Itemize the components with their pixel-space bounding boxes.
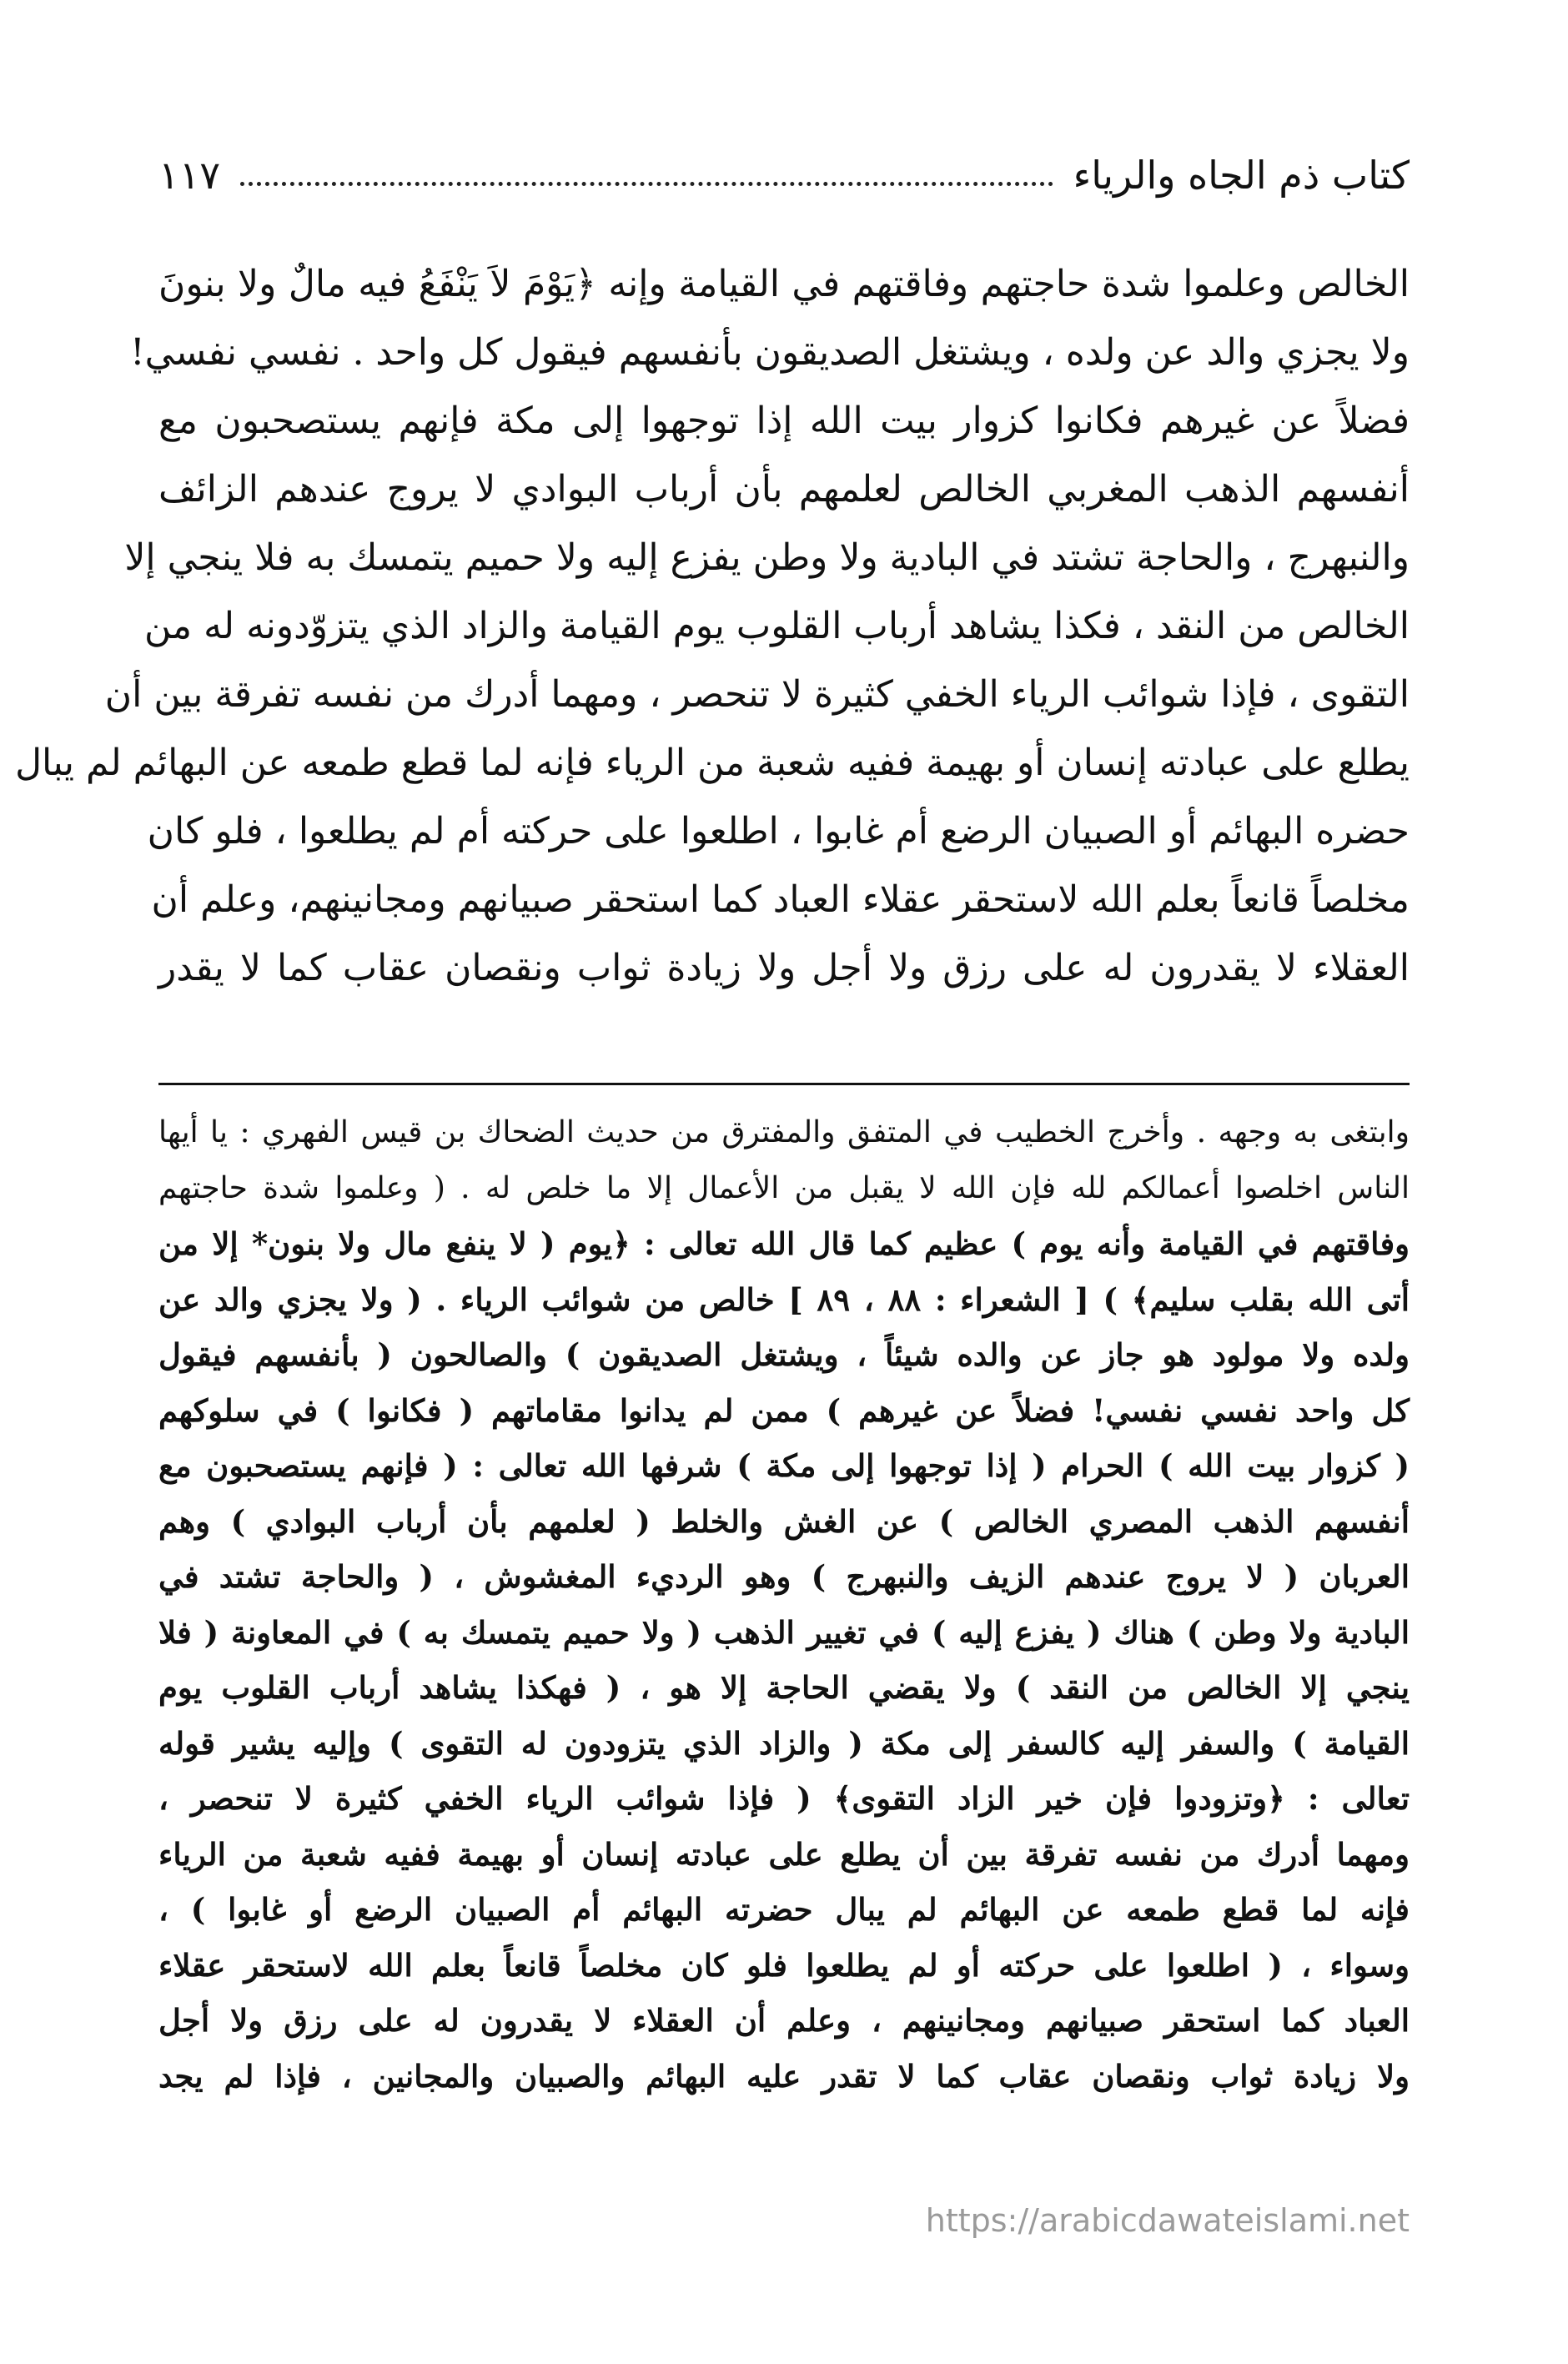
text-line: العقلاء لا يقدرون له على رزق ولا أجل ولا زيادة ثواب ونقصان عقاب كما لا يقدر [158,947,1410,989]
text-line: مخلصاً قانعاً بعلم الله لاستحقر عقلاء العباد كما استحقر صبيانهم ومجانينهم، وعلم أن [151,878,1410,921]
footnote-line: فإنه لما قطع طمعه عن البهائم لم يبال حضرته البهائم أم الصبيان الرضع أو غابوا ) ، [158,1891,1410,1928]
text-line: أنفسهم الذهب المغربي الخالص لعلمهم بأن أرباب البوادي لا يروج عندهم الزائف [158,468,1410,511]
footnote-line: ومهما أدرك من نفسه تفرقة بين أن يطلع على عبادته إنسان أو بهيمة ففيه شعبة من الرياء [158,1835,1410,1873]
text-line: الخالص من النقد ، فكذا يشاهد أرباب القلوب يوم القيامة والزاد الذي يتزوّدونه له من [144,605,1410,647]
chapter-title: كتاب ذم الجاه والرياء [1073,153,1410,198]
footnote-line: القيامة ) والسفر إليه كالسفر إلى مكة ( والزاد الذي يتزودون له التقوى ) وإليه يشير قوله [158,1724,1410,1762]
text-line: الخالص وعلموا شدة حاجتهم وفاقتهم في القيامة وإنه ﴿يَوْمَ لاَ يَنْفَعُ فيه مالٌ ولا بنونَ [158,263,1410,305]
footnote-line: ( كزوار بيت الله ) الحرام ( إذا توجهوا إلى مكة ) شرفها الله تعالى : ( فإنهم يستصحبون مع [158,1447,1410,1484]
text-line: والنبهرج ، والحاجة تشتد في البادية ولا وطن يفزع إليه ولا حميم يتمسك به فلا ينجي إلا [124,536,1410,579]
footnote-line: أنفسهم الذهب المصري الخالص ) عن الغش والخلط ( لعلمهم بأن أرباب البوادي ) وهم [158,1502,1410,1540]
footnote-line: وسواء ، ( اطلعوا على حركته أو لم يطلعوا فلو كان مخلصاً قانعاً بعلم الله لاستحقر عقلاء [158,1946,1410,1984]
footnote-line: الناس اخلصوا أعمالكم لله فإن الله لا يقبل من الأعمال إلا ما خلص له . ( وعلموا شدة حاجتهم [158,1170,1410,1205]
footnote-line: العباد كما استحقر صبيانهم ومجانينهم ، وعلم أن العقلاء لا يقدرون له على رزق ولا أجل [158,2002,1410,2039]
source-watermark: https://arabicdawateislami.net [925,2202,1410,2239]
footnote-line: ينجي إلا الخالص من النقد ) ولا يقضي الحاجة إلا هو ، ( فهكذا يشاهد أرباب القلوب يوم [158,1669,1410,1706]
footnote-line: وفاقتهم في القيامة وأنه يوم ) عظيم كما قال الله تعالى : ﴿يوم ( لا ينفع مال ولا بنون* إلا من [158,1225,1410,1262]
main-text-body [15,250,1410,1003]
text-line: ولا يجزي والد عن ولده ، ويشتغل الصديقون بأنفسهم فيقول كل واحد . نفسي نفسي! [129,331,1410,374]
footnote-separator [158,1083,1410,1085]
footnote-line: كل واحد نفسي نفسي! فضلاً عن غيرهم ) ممن لم يدانوا مقاماتهم ( فكانوا ) في سلوكهم [158,1391,1410,1429]
page-number: ١١٧ [158,153,221,198]
footnotes-block [158,1105,1410,2104]
running-header [158,142,1410,209]
dotted-leader [240,182,1053,186]
footnote-line: العربان ( لا يروج عندهم الزيف والنبهرج ) وهو الرديء المغشوش ، ( والحاجة تشتد في [158,1558,1410,1595]
footnote-line: ولده ولا مولود هو جاز عن والده شيئاً ، ويشتغل الصديقون ) والصالحون ( بأنفسهم فيقول [158,1336,1410,1373]
text-line: فضلاً عن غيرهم فكانوا كزوار بيت الله إذا توجهوا إلى مكة فإنهم يستصحبون مع [158,400,1410,442]
footnote-line: وابتغى به وجهه . وأخرج الخطيب في المتفق والمفترق من حديث الضحاك بن قيس الفهري : يا أيها [158,1115,1410,1149]
footnote-line: أتى الله بقلب سليم﴾ ) [ الشعراء : ٨٨ ، ٨٩ ] خالص من شوائب الرياء . ( ولا يجزي والد عن [158,1280,1410,1318]
text-line: التقوى ، فإذا شوائب الرياء الخفي كثيرة لا تنحصر ، ومهما أدرك من نفسه تفرقة بين أن [104,673,1410,716]
text-line: يطلع على عبادته إنسان أو بهيمة ففيه شعبة من الرياء فإنه لما قطع طمعه عن البهائم لم يبال [15,742,1410,784]
footnote-line: ولا زيادة ثواب ونقصان عقاب كما لا تقدر عليه البهائم والصبيان والمجانين ، فإذا لم يجد [158,2057,1410,2095]
text-line: حضره البهائم أو الصبيان الرضع أم غابوا ، اطلعوا على حركته أم لم يطلعوا ، فلو كان [147,810,1410,853]
footnote-line: البادية ولا وطن ) هناك ( يفزع إليه ) في تغيير الذهب ( ولا حميم يتمسك به ) في المعاونة ( فلا [158,1613,1410,1651]
footnote-line: تعالى : ﴿وتزودوا فإن خير الزاد التقوى﴾ ( فإذا شوائب الرياء الخفي كثيرة لا تنحصر ، [158,1780,1410,1817]
